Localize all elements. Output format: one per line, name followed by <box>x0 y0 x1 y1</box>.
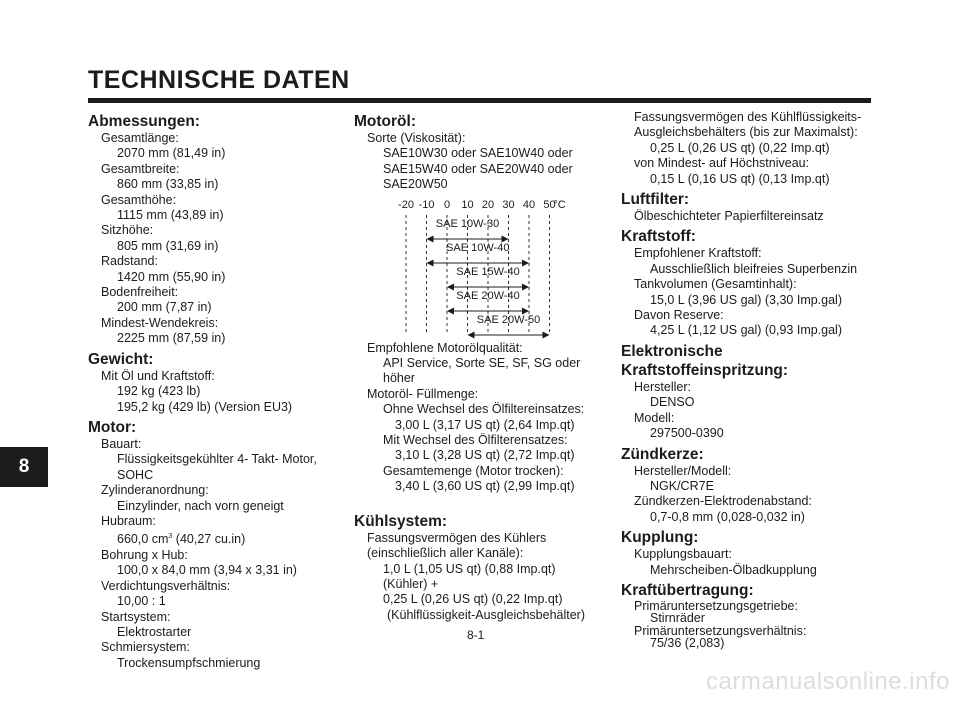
spec-value: 3,40 L (3,60 US qt) (2,99 Imp.qt) <box>395 479 575 494</box>
tick-label: 10 <box>461 198 474 211</box>
spec-label: Startsystem: <box>101 609 171 624</box>
spec-value: 2225 mm (87,59 in) <box>117 331 226 346</box>
spec-value: 1115 mm (43,89 in) <box>117 208 224 223</box>
heading-kuehlsystem: Kühlsystem: <box>354 512 448 530</box>
spec-label: Empfohlene Motorölqualität: <box>367 340 523 355</box>
spec-value: (Kühlflüssigkeit-Ausgleichsbehälter) <box>387 607 586 622</box>
spec-value: 3,00 L (3,17 US qt) (2,64 Imp.qt) <box>395 417 575 432</box>
spec-label: Schmiersystem: <box>101 640 190 655</box>
spec-label: Hubraum: <box>101 513 156 528</box>
arrow-right <box>522 259 529 266</box>
spec-value: SAE15W40 oder SAE20W40 oder <box>383 161 573 176</box>
spec-value: 192 kg (423 lb) <box>117 384 201 399</box>
spec-value: 75/36 (2,083) <box>650 636 725 651</box>
tick-label: 50 <box>543 198 556 211</box>
arrow-left <box>447 307 454 314</box>
column-2 <box>354 112 609 623</box>
spec-label: Tankvolumen (Gesamtinhalt): <box>634 277 797 292</box>
heading-kraftstoff: Kraftstoff: <box>621 228 696 246</box>
heading-kupplung: Kupplung: <box>621 529 699 547</box>
spec-value: Mehrscheiben-Ölbadkupplung <box>650 562 817 577</box>
arrow-left <box>447 283 454 290</box>
spec-value: SOHC <box>117 467 154 482</box>
spacer <box>354 495 609 509</box>
spec-label: Davon Reserve: <box>634 308 724 323</box>
spec-label: Empfohlener Kraftstoff: <box>634 246 762 261</box>
spec-value-hubraum <box>88 529 333 548</box>
column-1 <box>88 112 333 671</box>
spec-label: Motoröl- Füllmenge: <box>367 386 479 401</box>
spec-value: API Service, Sorte SE, SF, SG oder höher <box>383 356 581 386</box>
spec-label: Modell: <box>634 410 675 425</box>
spec-value: Flüssigkeitsgekühlter 4- Takt- Motor, <box>117 452 317 467</box>
spec-label: Hersteller/Modell: <box>634 463 732 478</box>
spec-value: 3,10 L (3,28 US qt) (2,72 Imp.qt) <box>395 448 575 463</box>
spec-value: 1,0 L (1,05 US qt) (0,88 Imp.qt) <box>383 561 556 576</box>
spec-label: Primäruntersetzungsverhältnis: <box>634 623 807 638</box>
spec-label: Primäruntersetzungsgetriebe: <box>634 598 798 613</box>
spec-value: 0,15 L (0,16 US qt) (0,13 Imp.qt) <box>650 171 830 186</box>
spec-value: 805 mm (31,69 in) <box>117 238 219 253</box>
series-label: SAE 15W-40 <box>456 265 520 278</box>
spec-label: Gesamtemenge (Motor trocken): <box>383 463 564 478</box>
spec-label: Sitzhöhe: <box>101 223 154 238</box>
series-label: SAE 20W-50 <box>476 313 541 326</box>
unit-label: °C <box>553 198 566 211</box>
spec-label: Mindest-Wendekreis: <box>101 315 219 330</box>
heading-kraftuebertragung: Kraftübertragung: <box>621 581 754 599</box>
arrow-left <box>427 259 434 266</box>
spec-value: 100,0 x 84,0 mm (3,94 x 3,31 in) <box>117 563 297 578</box>
spec-label: Ausgleichsbehälters (bis zur Maximalst): <box>634 125 858 140</box>
spec-label: Ohne Wechsel des Ölfiltereinsatzes: <box>383 402 585 417</box>
spec-label: Bauart: <box>101 436 142 451</box>
heading-luftfilter: Luftfilter: <box>621 191 690 209</box>
tick-label: -20 <box>398 198 414 211</box>
tick-label: 0 <box>443 198 451 211</box>
heading-motor: Motor: <box>88 418 137 436</box>
spec-label: Kupplungsbauart: <box>634 547 732 562</box>
tick-label: 40 <box>522 198 536 211</box>
hubraum-value: 660,0 cm <box>117 532 169 547</box>
spec-label: Radstand: <box>101 254 158 269</box>
spec-label: Fassungsvermögen des Kühlers <box>367 530 547 545</box>
watermark-text: carmanualsonline.info <box>706 668 950 695</box>
spec-value: 0,7-0,8 mm (0,028-0,032 in) <box>650 509 805 524</box>
series-label: SAE 20W-40 <box>456 289 520 302</box>
page-title: TECHNISCHE DATEN <box>88 66 350 94</box>
spec-value: DENSO <box>650 395 695 410</box>
spec-label: Mit Öl und Kraftstoff: <box>101 368 215 383</box>
arrow-right <box>543 331 550 338</box>
spec-value: SAE10W30 oder SAE10W40 oder <box>383 146 573 161</box>
heading-motoroel: Motoröl: <box>354 113 416 130</box>
spec-value: Trockensumpfschmierung <box>117 655 261 670</box>
spec-value: 0,25 L (0,26 US qt) (0,22 Imp.qt) <box>650 140 830 155</box>
column-3 <box>621 110 876 650</box>
spec-label: Zylinderanordnung: <box>101 483 209 498</box>
spec-value: Elektrostarter <box>117 624 192 639</box>
hubraum-sup: 3 <box>168 533 173 541</box>
spec-value: 297500-0390 <box>650 426 724 441</box>
spec-value: 195,2 kg (429 lb) (Version EU3) <box>117 399 293 414</box>
spec-label: Hersteller: <box>634 379 691 394</box>
heading-abmessungen: Abmessungen: <box>88 113 200 130</box>
heading-gewicht: Gewicht: <box>88 350 154 368</box>
arrow-left <box>468 331 475 338</box>
spec-label: Verdichtungsverhältnis: <box>101 578 231 593</box>
spec-value: 860 mm (33,85 in) <box>117 177 219 192</box>
heading-einspritzung-2: Kraftstoffeinspritzung: <box>621 361 789 379</box>
title-rule <box>88 98 871 103</box>
spec-label: Sorte (Viskosität): <box>367 131 466 145</box>
spec-label: Fassungsvermögen des Kühlflüssigkeits- <box>634 110 862 124</box>
arrow-left <box>427 235 434 242</box>
oil-viscosity-chart <box>394 197 584 339</box>
spec-value: 4,25 L (1,12 US gal) (0,93 Imp.gal) <box>650 323 842 338</box>
spec-value: Ölbeschichteter Papierfiltereinsatz <box>634 209 824 224</box>
oil-viscosity-svg <box>394 197 584 339</box>
tick-label: 30 <box>502 198 515 211</box>
spec-value: 10,00 : 1 <box>117 594 166 609</box>
arrow-right <box>522 283 529 290</box>
heading-zuendkerze: Zündkerze: <box>621 445 704 463</box>
spec-label: Gesamtbreite: <box>101 161 180 176</box>
spec-value: 15,0 L (3,96 US gal) (3,30 Imp.gal) <box>650 292 842 307</box>
spec-value: Stirnräder <box>650 611 705 626</box>
spec-label: (einschließlich aller Kanäle): <box>367 546 524 561</box>
page-number: 8-1 <box>467 628 485 642</box>
spec-value: (Kühler) + <box>383 576 439 591</box>
tick-label: 20 <box>481 198 495 211</box>
spec-label: Zündkerzen-Elektrodenabstand: <box>634 494 812 509</box>
spec-value: NGK/CR7E <box>650 478 714 493</box>
hubraum-rest: (40,27 cu.in) <box>172 532 246 547</box>
spec-label: Gesamtlänge: <box>101 131 179 145</box>
spec-value: Ausschließlich bleifreies Superbenzin <box>650 261 858 276</box>
series-label: SAE 10W-40 <box>446 241 510 254</box>
tick-label: -10 <box>418 198 435 211</box>
spec-value: 2070 mm (81,49 in) <box>117 146 226 161</box>
spec-label: Bohrung x Hub: <box>101 547 188 562</box>
spec-label: Bodenfreiheit: <box>101 285 179 300</box>
chapter-tab: 8 <box>0 447 48 487</box>
spec-value: 0,25 L (0,26 US qt) (0,22 Imp.qt) <box>383 592 563 607</box>
spec-label: Mit Wechsel des Ölfilterensatzes: <box>383 433 568 448</box>
series-label: SAE 10W-30 <box>435 217 500 230</box>
spec-value: 1420 mm (55,90 in) <box>117 269 226 284</box>
spec-label: von Mindest- auf Höchstniveau: <box>634 156 810 171</box>
spec-value: 200 mm (7,87 in) <box>117 300 212 315</box>
spec-label: Gesamthöhe: <box>101 192 177 207</box>
heading-einspritzung: Elektronische <box>621 342 723 360</box>
spec-value: SAE20W50 <box>383 177 448 192</box>
spec-value: Einzylinder, nach vorn geneigt <box>117 498 284 513</box>
